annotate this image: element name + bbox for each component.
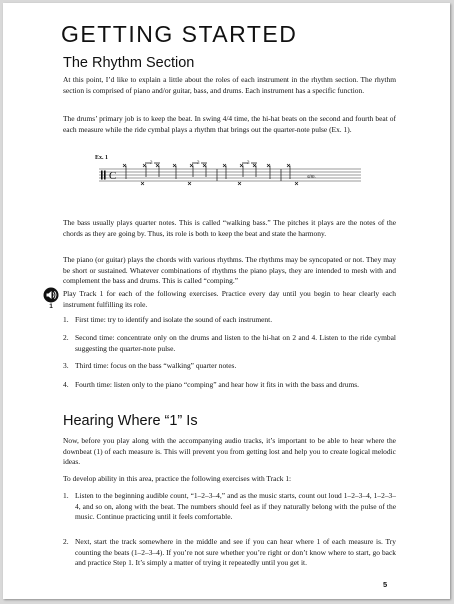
list-text: Next, start the track somewhere in the middle and see if you can hear where 1 of each measure is. Try counting the beats (1–2–3–4). If you’re not sure whether you’re right or don’t know where to start, go back and practice Step 1. It’s simply a matter of trying it repeatedly until you get it.	[75, 537, 396, 568]
paragraph: Play Track 1 for each of the following exercises. Practice every day until you begin to hear clearly each instrument fulfilling its role.	[63, 289, 396, 309]
list-text: Second time: concentrate only on the drums and listen to the hi-hat on 2 and 4. Listen to the ride cymbal suggesting the quarter-note pulse.	[75, 333, 396, 353]
triplet-mark: 3	[150, 161, 153, 166]
page-number: 5	[383, 580, 388, 589]
list-number: 1.	[63, 315, 69, 324]
staff-lines	[99, 169, 361, 181]
list-text: Fourth time: listen only to the piano “comping” and hear how it fits in with the bass and drums.	[75, 380, 360, 389]
paragraph: At this point, I’d like to explain a little about the roles of each instrument in the rhythm section. The rhythm section is comprised of piano and/or guitar, bass, and drums. Each instrument has a specific function.	[63, 75, 396, 95]
measure-2	[223, 163, 270, 185]
list-number: 2.	[63, 333, 69, 342]
section-heading-hearing: Hearing Where “1” Is	[63, 413, 198, 429]
paragraph: The piano (or guitar) plays the chords with various rhythms. The rhythms may be syncopated or not. They may be short or sustained. Whatever combinations of rhythms the piano plays, they are intended to mesh with and complement the bass and drums. This is called “comping.”	[63, 255, 396, 286]
sim-mark: sim.	[307, 174, 317, 180]
paragraph: Now, before you play along with the accompanying audio tracks, it’s important to be able to hear where the downbeat (1) of each measure is. This will prevent you from getting lost and help you to create logical melodic ideas.	[63, 436, 396, 467]
list-text: Third time: focus on the bass “walking” quarter notes.	[75, 361, 237, 370]
triplet-mark: 3	[247, 161, 250, 166]
page-title: GETTING STARTED	[61, 21, 298, 47]
time-signature: C	[109, 170, 117, 182]
book-page	[3, 3, 450, 599]
music-example	[95, 155, 361, 195]
list-number: 1.	[63, 491, 69, 500]
measure-3	[287, 164, 298, 185]
list-text: First time: try to identify and isolate the sound of each instrument.	[75, 315, 273, 324]
paragraph: To develop ability in this area, practice the following exercises with Track 1:	[63, 474, 292, 483]
paragraph: The bass usually plays quarter notes. This is called “walking bass.” The pitches it plays are the notes of the chords as they are going by. Thus, its role is both to keep the beat and state the harmony.	[63, 218, 396, 238]
list-text: Listen to the beginning audible count, “1–2–3–4,” and as the music starts, count out loud 1–2–3–4, 1–2–3–4, and so on, along with the beat. The numbers should feel as if they naturally belong with the pulse of the music. Continue practicing until it feels comfortable.	[75, 491, 396, 522]
audio-track-marker	[43, 287, 59, 315]
measure-1	[123, 163, 207, 185]
paragraph: The drums’ primary job is to keep the beat. In swing 4/4 time, the hi-hat beats on the second and fourth beat of each measure while the ride cymbal plays a rhythm that brings out the quarter-note pulse (Ex. 1).	[63, 114, 396, 134]
list-number: 3.	[63, 361, 69, 370]
notation-staff	[95, 155, 361, 195]
list-number: 4.	[63, 380, 69, 389]
triplet-mark: 3	[197, 161, 200, 166]
list-number: 2.	[63, 537, 69, 546]
speaker-icon	[43, 287, 59, 303]
track-number: 1	[49, 303, 53, 310]
example-label: Ex. 1	[95, 155, 109, 161]
section-heading-rhythm: The Rhythm Section	[63, 55, 195, 71]
